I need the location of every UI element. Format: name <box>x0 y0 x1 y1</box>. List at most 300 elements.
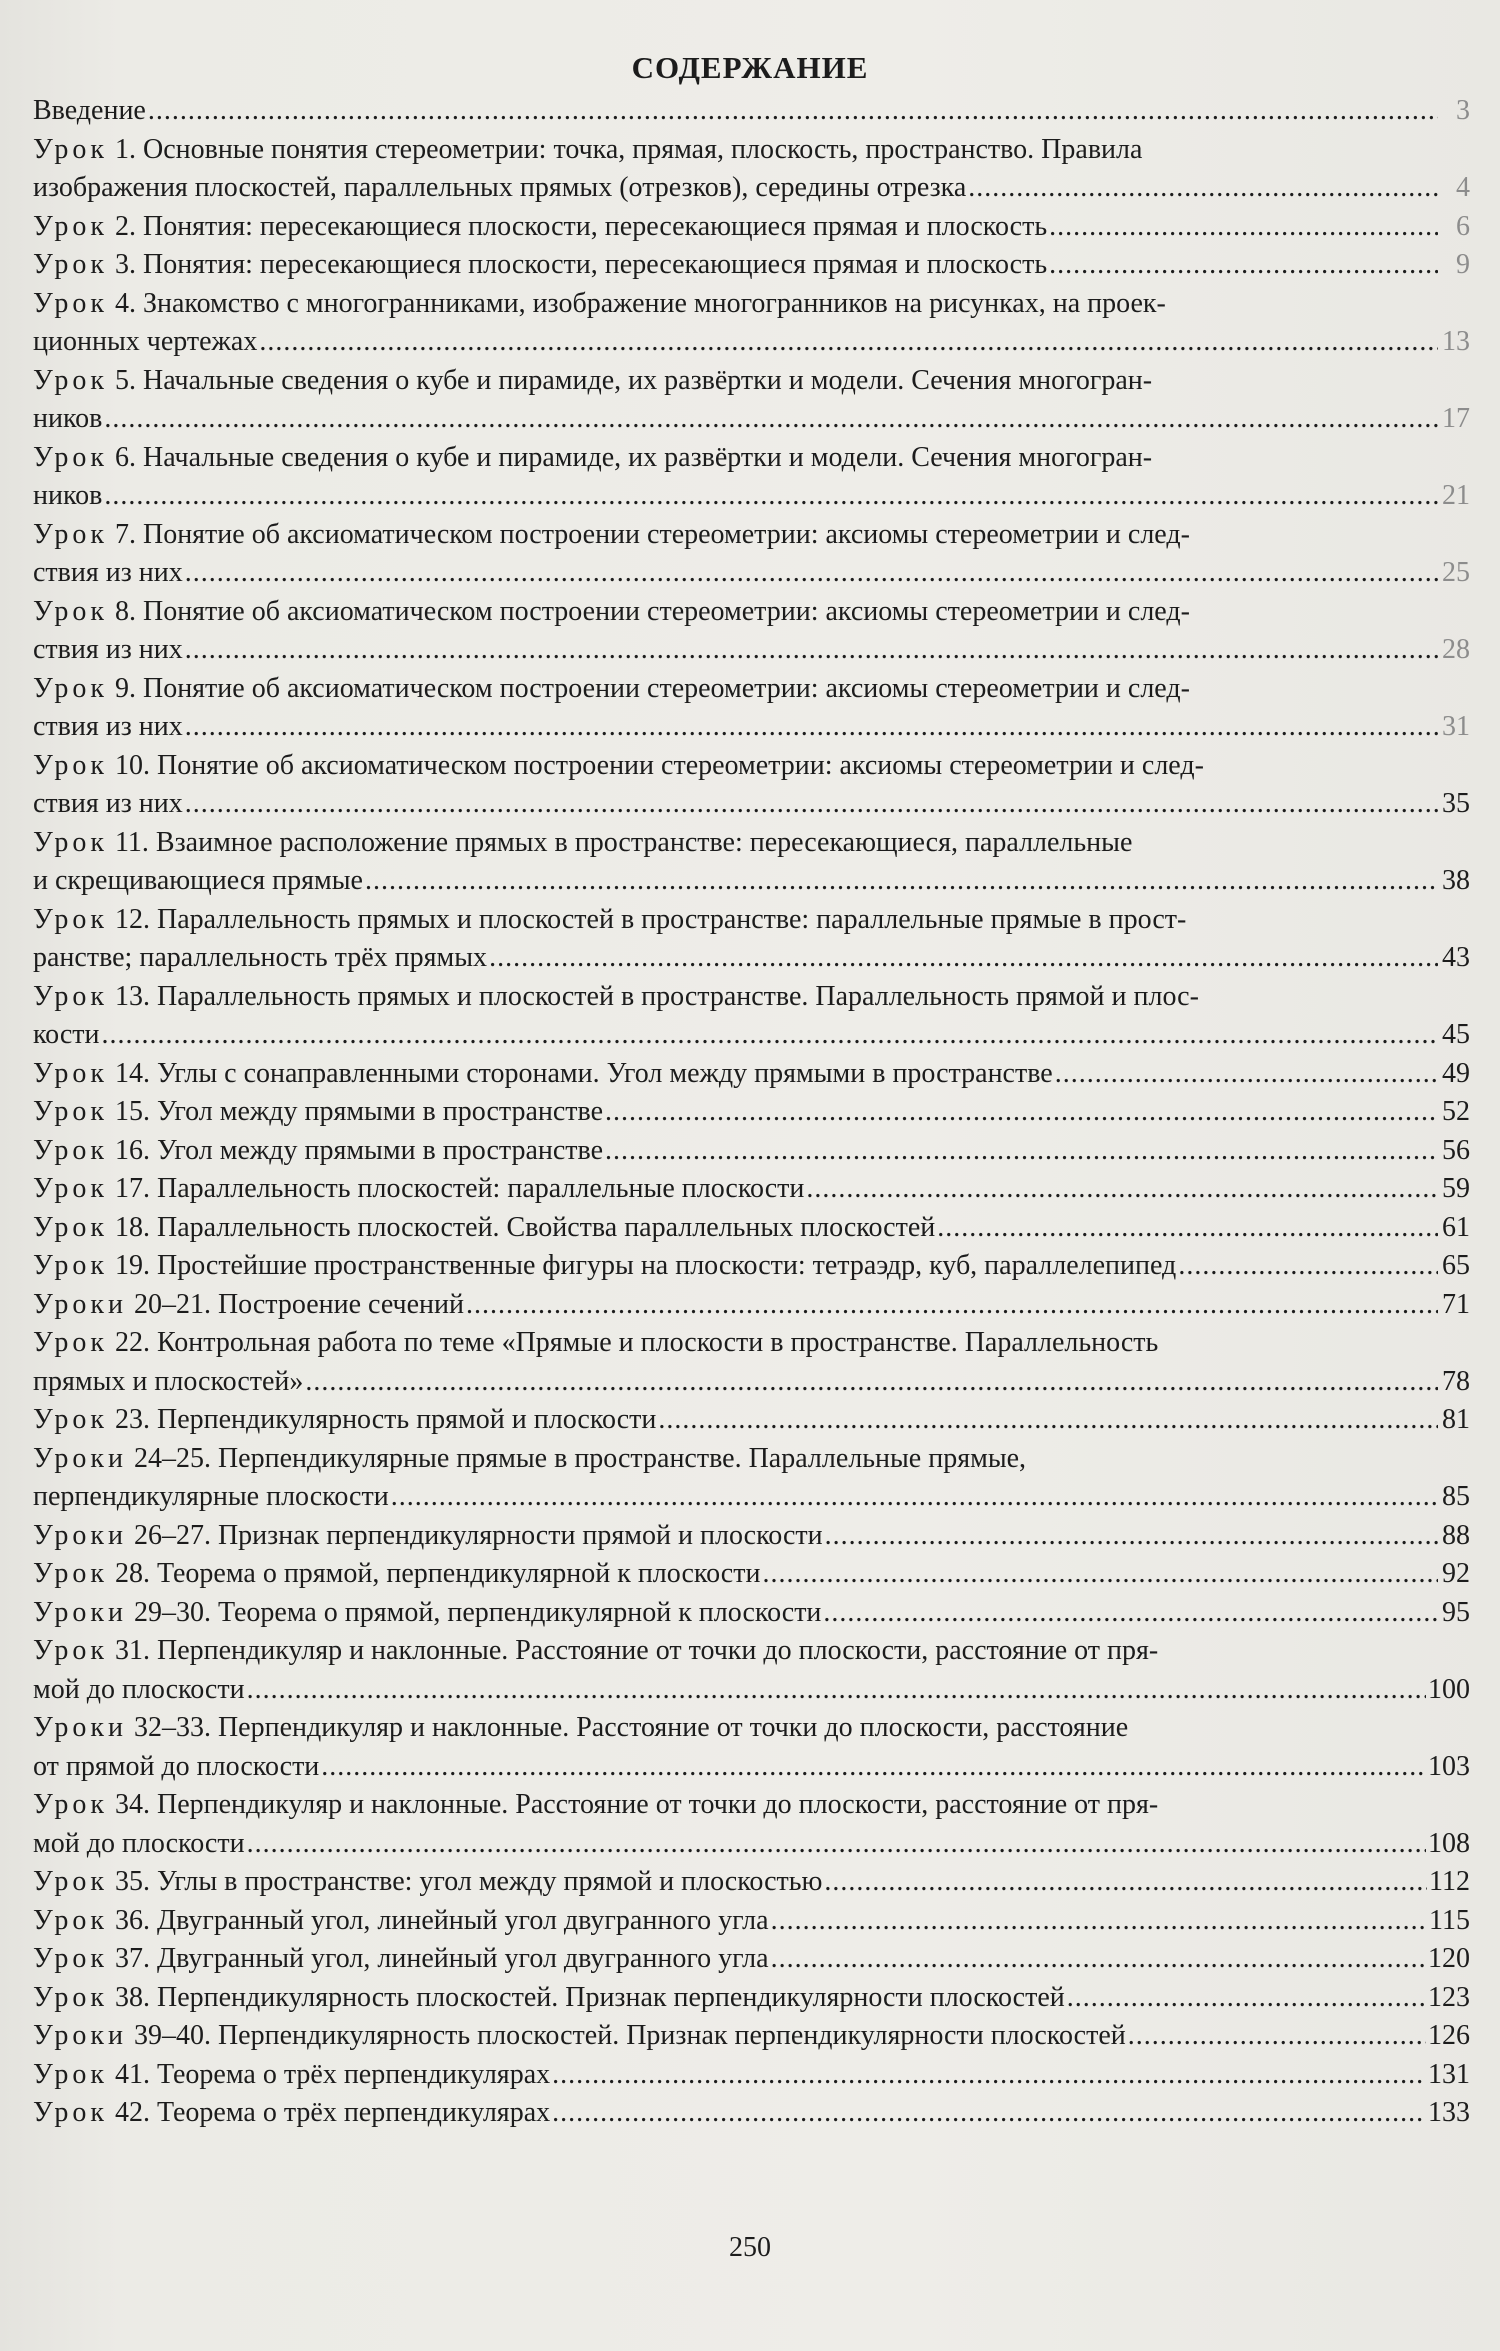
toc-entry <box>33 246 1470 285</box>
lesson-prefix: Уроки <box>33 2020 127 2051</box>
toc-entry-title: 23. Перпендикулярность прямой и плоскости <box>114 1404 657 1435</box>
dot-leader <box>658 1401 1438 1440</box>
toc-entry-line <box>33 1209 1470 1248</box>
toc-entry-title: 10. Понятие об аксиоматическом построении стереометрии: аксиомы стереометрии и след- <box>114 749 1204 781</box>
toc-entry-text <box>33 2094 550 2133</box>
toc-entry-title: 17. Параллельность плоскостей: параллельные плоскости <box>114 1173 805 1204</box>
toc-page-number: 123 <box>1428 1981 1470 2013</box>
toc-entry-line <box>33 785 1470 824</box>
toc-entry-text <box>33 519 1190 550</box>
dot-leader <box>762 1555 1438 1594</box>
toc-entry-title: 39–40. Перпендикулярность плоскостей. Признак перпендикулярности плоскостей <box>133 2020 1126 2051</box>
toc-entry-line <box>33 246 1470 285</box>
toc-entry-line <box>33 1324 1470 1363</box>
toc-entry-text <box>33 1979 1065 2018</box>
toc-entry-title: 29–30. Теорема о прямой, перпендикулярной к плоскости <box>133 1596 822 1628</box>
toc-entry-title: 19. Простейшие пространственные фигуры на плоскости: тетраэдр, куб, параллелепипед <box>114 1250 1177 1281</box>
toc-entry-line <box>33 362 1470 401</box>
toc-entry-text <box>33 1635 1158 1666</box>
toc-entry-line <box>33 400 1470 439</box>
dot-leader <box>824 1863 1427 1902</box>
toc-entry-text <box>33 400 102 439</box>
toc-page-number: 28 <box>1442 634 1470 665</box>
toc-entry-text <box>33 708 183 747</box>
toc-entry-line <box>33 1671 1470 1710</box>
toc-entry-line <box>33 1979 1470 2018</box>
toc-entry-title: 22. Контрольная работа по теме «Прямые и плоскости в пространстве. Параллельность <box>114 1327 1159 1358</box>
toc-entry-line <box>33 747 1470 786</box>
toc-entry-line <box>33 1517 1470 1556</box>
toc-entry-line <box>33 939 1470 978</box>
toc-entry-line <box>33 1363 1470 1402</box>
dot-leader <box>771 1902 1427 1941</box>
toc-entry-line <box>33 1748 1470 1787</box>
toc-entry-title: 41. Теорема о трёх перпендикулярах <box>114 2058 551 2090</box>
toc-entry-text <box>33 323 257 362</box>
lesson-prefix: Урок <box>33 287 108 319</box>
toc-entry-text <box>33 1671 245 1710</box>
dot-leader <box>806 1170 1438 1209</box>
toc-entry-title: перпендикулярные плоскости <box>33 1481 389 1512</box>
toc-entry-title: 20–21. Построение сечений <box>133 1288 465 1320</box>
lesson-prefix: Урок <box>33 518 108 550</box>
toc-entry-line <box>33 131 1470 170</box>
toc-entry-title: 36. Двугранный угол, линейный угол двугранного угла <box>114 1904 769 1936</box>
dot-leader <box>259 323 1438 362</box>
lesson-prefix: Урок <box>33 1789 108 1820</box>
toc-entry-text <box>33 1555 760 1594</box>
toc-entry-line <box>33 1940 1470 1979</box>
toc-entry-line <box>33 978 1470 1017</box>
dot-leader <box>102 1016 1438 1055</box>
toc-entry-text <box>33 785 183 824</box>
toc-entry-text <box>33 981 1199 1012</box>
toc-entry <box>33 1709 1470 1786</box>
toc-page-number: 49 <box>1442 1057 1470 1089</box>
toc-entry-title: 28. Теорема о прямой, перпендикулярной к плоскости <box>114 1558 761 1589</box>
lesson-prefix: Уроки <box>33 1596 127 1628</box>
lesson-prefix: Урок <box>33 1904 108 1936</box>
toc-entry-text <box>33 1286 464 1325</box>
toc-entry-text <box>33 1209 935 1248</box>
toc-entry <box>33 1594 1470 1633</box>
toc-page-number: 25 <box>1442 557 1470 588</box>
toc-entry-text <box>33 1594 821 1633</box>
toc-entry-title: изображения плоскостей, параллельных прямых (отрезков), середины отрезка <box>33 172 967 203</box>
dot-leader <box>1178 1247 1438 1286</box>
toc-page-number: 115 <box>1429 1904 1470 1936</box>
lesson-prefix: Урок <box>33 1134 108 1166</box>
toc-entry-title: 13. Параллельность прямых и плоскостей в пространстве. Параллельность прямой и плос- <box>114 980 1199 1012</box>
toc-entry <box>33 439 1470 516</box>
toc-entry-line <box>33 824 1470 863</box>
toc-entry <box>33 670 1470 747</box>
toc-entry-text <box>33 827 1132 858</box>
lesson-prefix: Урок <box>33 1057 108 1089</box>
toc-page-number: 133 <box>1428 2097 1470 2128</box>
lesson-prefix: Урок <box>33 364 108 396</box>
toc-entry-text <box>33 1443 1026 1474</box>
toc-entry-title: ранстве; параллельность трёх прямых <box>33 942 488 973</box>
dot-leader <box>321 1748 1426 1787</box>
dot-leader <box>825 1517 1438 1556</box>
toc-entry-title: от прямой до плоскости <box>33 1750 320 1782</box>
toc-entry-title: 31. Перпендикуляр и наклонные. Расстояние от точки до плоскости, расстояние от пря- <box>114 1635 1159 1666</box>
toc-entry <box>33 1555 1470 1594</box>
toc-entry <box>33 1979 1470 2018</box>
toc-entry-line <box>33 2094 1470 2133</box>
toc-page-number: 61 <box>1442 1211 1470 1243</box>
toc-entry-title: 8. Понятие об аксиоматическом построении стереометрии: аксиомы стереометрии и след- <box>114 595 1190 627</box>
toc-entry <box>33 1132 1470 1171</box>
toc-entry <box>33 362 1470 439</box>
toc-entry-text <box>33 1132 603 1171</box>
toc-entry <box>33 593 1470 670</box>
toc-entry-title: 38. Перпендикулярность плоскостей. Признак перпендикулярности плоскостей <box>114 1981 1065 2013</box>
dot-leader <box>247 1671 1426 1710</box>
lesson-prefix: Урок <box>33 133 108 165</box>
toc-entry-line <box>33 2017 1470 2056</box>
toc-entry <box>33 1209 1470 1248</box>
toc-entry-title: ствия из них <box>33 557 183 588</box>
dot-leader <box>489 939 1438 978</box>
toc-entry-line <box>33 554 1470 593</box>
toc-page-number: 131 <box>1428 2058 1470 2090</box>
toc-entry-title: 2. Понятия: пересекающиеся плоскости, пересекающиеся прямая и плоскость <box>114 210 1048 242</box>
toc-entry <box>33 208 1470 247</box>
toc-page-number: 103 <box>1428 1750 1470 1782</box>
toc-entry-text <box>33 92 146 131</box>
toc-entry-title: ников <box>33 480 103 511</box>
toc-entry-title: 26–27. Признак перпендикулярности прямой и плоскости <box>133 1519 823 1551</box>
toc-entry <box>33 1902 1470 1941</box>
toc-entry-text <box>33 1055 1053 1094</box>
toc-entry-line <box>33 1093 1470 1132</box>
toc-entry-text <box>33 1712 1128 1743</box>
toc-entry-line <box>33 92 1470 131</box>
toc-entry-line <box>33 1825 1470 1864</box>
toc-entry-text <box>33 1825 245 1864</box>
toc-page-number: 9 <box>1456 249 1470 280</box>
toc-entry-title: 5. Начальные сведения о кубе и пирамиде, их развёртки и модели. Сечения многогран- <box>114 364 1153 396</box>
toc-page-number: 21 <box>1442 480 1470 511</box>
lesson-prefix: Урок <box>33 2097 108 2128</box>
toc-entry <box>33 1863 1470 1902</box>
toc-entry <box>33 1940 1470 1979</box>
toc-entry-title: 34. Перпендикуляр и наклонные. Расстояние от точки до плоскости, расстояние от пря- <box>114 1789 1159 1820</box>
toc-entry <box>33 1286 1470 1325</box>
toc-entry-text <box>33 208 1047 247</box>
toc-entry <box>33 2094 1470 2133</box>
toc-entry-text <box>33 1093 603 1132</box>
toc-entry-line <box>33 323 1470 362</box>
lesson-prefix: Урок <box>33 749 108 781</box>
toc-entry <box>33 901 1470 978</box>
toc-entry-line <box>33 1594 1470 1633</box>
toc-page-number: 4 <box>1456 172 1470 203</box>
toc-entry <box>33 1055 1470 1094</box>
dot-leader <box>1055 1055 1438 1094</box>
page-number: 250 <box>729 2232 771 2263</box>
page-title: СОДЕРЖАНИЕ <box>631 50 869 85</box>
lesson-prefix: Урок <box>33 249 108 280</box>
toc-entry-line <box>33 708 1470 747</box>
toc-entry-text <box>33 1170 804 1209</box>
toc-page-number: 85 <box>1442 1481 1470 1512</box>
toc-entry-text <box>33 554 183 593</box>
toc-entry-title: 37. Двугранный угол, линейный угол двугранного угла <box>114 1943 769 1974</box>
lesson-prefix: Уроки <box>33 1288 127 1320</box>
toc-entry-text <box>33 596 1190 627</box>
toc-entry-text <box>33 1517 823 1556</box>
toc-page-number: 108 <box>1428 1827 1470 1859</box>
dot-leader <box>1049 246 1438 285</box>
lesson-prefix: Урок <box>33 1327 108 1358</box>
toc-entry-text <box>33 2017 1126 2056</box>
toc-entry-line <box>33 1286 1470 1325</box>
toc-entry-text <box>33 631 183 670</box>
toc-entry <box>33 1401 1470 1440</box>
toc-entry-text <box>33 246 1047 285</box>
toc-entry-title: 18. Параллельность плоскостей. Свойства параллельных плоскостей <box>114 1211 936 1243</box>
toc-entry-text <box>33 1902 769 1941</box>
toc-entry-title: ников <box>33 403 103 434</box>
toc-entry-text <box>33 750 1204 781</box>
toc-entry-line <box>33 1440 1470 1479</box>
lesson-prefix: Урок <box>33 1173 108 1204</box>
toc-entry-line <box>33 285 1470 324</box>
toc-entry <box>33 131 1470 208</box>
toc-entry-title: ствия из них <box>33 634 183 665</box>
toc-entry-text <box>33 1327 1158 1358</box>
dot-leader <box>937 1209 1438 1248</box>
lesson-prefix: Урок <box>33 1558 108 1589</box>
toc-page-number: 13 <box>1442 326 1470 357</box>
lesson-prefix: Урок <box>33 1211 108 1243</box>
dot-leader <box>148 92 1438 131</box>
table-of-contents <box>33 92 1470 2133</box>
lesson-prefix: Уроки <box>33 1519 127 1551</box>
toc-page-number: 81 <box>1442 1404 1470 1435</box>
dot-leader <box>771 1940 1426 1979</box>
toc-page-number: 92 <box>1442 1558 1470 1589</box>
toc-entry-title: мой до плоскости <box>33 1673 245 1705</box>
toc-entry-line <box>33 1786 1470 1825</box>
toc-entry-title: 42. Теорема о трёх перпендикулярах <box>114 2097 551 2128</box>
toc-entry-text <box>33 1940 769 1979</box>
lesson-prefix: Урок <box>33 1096 108 1127</box>
toc-page-number: 88 <box>1442 1519 1470 1551</box>
dot-leader <box>185 785 1438 824</box>
toc-entry-title: 4. Знакомство с многогранниками, изображение многогранников на рисунках, на проек- <box>114 287 1166 319</box>
toc-entry <box>33 1632 1470 1709</box>
toc-entry-line <box>33 1902 1470 1941</box>
toc-entry-line <box>33 1709 1470 1748</box>
toc-entry-line <box>33 516 1470 555</box>
toc-entry-title: 3. Понятия: пересекающиеся плоскости, пересекающиеся прямая и плоскость <box>114 249 1048 280</box>
toc-entry-line <box>33 1478 1470 1517</box>
toc-page-number: 38 <box>1442 865 1470 896</box>
toc-page-number: 45 <box>1442 1019 1470 1050</box>
toc-entry-text <box>33 1363 303 1402</box>
lesson-prefix: Урок <box>33 210 108 242</box>
toc-page-number: 120 <box>1428 1943 1470 1974</box>
lesson-prefix: Урок <box>33 672 108 704</box>
toc-entry-text <box>33 862 363 901</box>
dot-leader <box>466 1286 1438 1325</box>
dot-leader <box>1128 2017 1426 2056</box>
toc-entry-text <box>33 1016 100 1055</box>
dot-leader <box>185 708 1438 747</box>
toc-entry-title: кости <box>33 1019 100 1050</box>
toc-entry <box>33 824 1470 901</box>
toc-entry-text <box>33 1478 389 1517</box>
toc-entry-title: 35. Углы в пространстве: угол между прямой и плоскостью <box>114 1866 823 1897</box>
toc-entry-line <box>33 477 1470 516</box>
toc-entry-title: 14. Углы с сонаправленными сторонами. Угол между прямыми в пространстве <box>114 1057 1053 1089</box>
toc-entry-text <box>33 169 966 208</box>
toc-entry-line <box>33 631 1470 670</box>
lesson-prefix: Урок <box>33 595 108 627</box>
toc-entry-title: прямых и плоскостей» <box>33 1365 304 1397</box>
toc-entry <box>33 1517 1470 1556</box>
toc-entry-line <box>33 1401 1470 1440</box>
toc-entry-text <box>33 1789 1158 1820</box>
toc-entry-text <box>33 288 1166 319</box>
toc-entry-title: 24–25. Перпендикулярные прямые в пространстве. Параллельные прямые, <box>133 1442 1027 1474</box>
toc-page-number: 35 <box>1442 788 1470 819</box>
toc-entry-title: ствия из них <box>33 711 183 742</box>
dot-leader <box>185 554 1438 593</box>
toc-entry-text <box>33 365 1152 396</box>
toc-entry-text <box>33 1247 1176 1286</box>
toc-entry-line <box>33 670 1470 709</box>
lesson-prefix: Урок <box>33 980 108 1012</box>
toc-entry-title: 7. Понятие об аксиоматическом построении стереометрии: аксиомы стереометрии и след- <box>114 518 1190 550</box>
toc-entry <box>33 1247 1470 1286</box>
lesson-prefix: Урок <box>33 826 108 858</box>
toc-entry-title: Введение <box>33 95 146 126</box>
lesson-prefix: Урок <box>33 1943 108 1974</box>
toc-entry-title: мой до плоскости <box>33 1827 245 1859</box>
lesson-prefix: Урок <box>33 441 108 473</box>
toc-entry-line <box>33 1247 1470 1286</box>
toc-page-number: 3 <box>1456 95 1470 126</box>
toc-entry-line <box>33 1555 1470 1594</box>
toc-entry <box>33 1170 1470 1209</box>
toc-entry-text <box>33 442 1152 473</box>
dot-leader <box>365 862 1438 901</box>
dot-leader <box>1049 208 1438 247</box>
dot-leader <box>247 1825 1426 1864</box>
dot-leader <box>605 1132 1438 1171</box>
toc-entry <box>33 92 1470 131</box>
toc-entry-line <box>33 208 1470 247</box>
toc-entry-title: 32–33. Перпендикуляр и наклонные. Расстояние от точки до плоскости, расстояние <box>133 1712 1129 1743</box>
toc-entry-line <box>33 1632 1470 1671</box>
toc-entry-title: 6. Начальные сведения о кубе и пирамиде, их развёртки и модели. Сечения многогран- <box>114 441 1153 473</box>
toc-entry <box>33 747 1470 824</box>
toc-entry-text <box>33 1748 319 1787</box>
toc-entry-text <box>33 904 1186 935</box>
toc-entry <box>33 2017 1470 2056</box>
toc-entry-line <box>33 1016 1470 1055</box>
dot-leader <box>1067 1979 1426 2018</box>
toc-entry-line <box>33 1055 1470 1094</box>
toc-page-number: 43 <box>1442 942 1470 973</box>
toc-entry <box>33 285 1470 362</box>
dot-leader <box>552 2094 1426 2133</box>
toc-page-number: 71 <box>1442 1288 1470 1320</box>
toc-page-number: 95 <box>1442 1596 1470 1628</box>
toc-entry-line <box>33 862 1470 901</box>
toc-page-number: 6 <box>1456 210 1470 242</box>
lesson-prefix: Урок <box>33 903 108 935</box>
toc-page-number: 100 <box>1428 1673 1470 1705</box>
dot-leader <box>605 1093 1438 1132</box>
toc-entry <box>33 1324 1470 1401</box>
toc-entry-title: 1. Основные понятия стереометрии: точка, прямая, плоскость, пространство. Правила <box>114 133 1143 165</box>
toc-entry-title: 9. Понятие об аксиоматическом построении стереометрии: аксиомы стереометрии и след- <box>114 672 1190 704</box>
toc-entry-title: ствия из них <box>33 788 183 819</box>
toc-entry-title: 15. Угол между прямыми в пространстве <box>114 1096 604 1127</box>
toc-entry-line <box>33 2056 1470 2095</box>
toc-entry <box>33 516 1470 593</box>
lesson-prefix: Уроки <box>33 1712 127 1743</box>
dot-leader <box>391 1478 1438 1517</box>
toc-entry-text <box>33 1401 656 1440</box>
toc-entry <box>33 1440 1470 1517</box>
toc-entry-line <box>33 169 1470 208</box>
dot-leader <box>185 631 1438 670</box>
toc-entry <box>33 978 1470 1055</box>
lesson-prefix: Урок <box>33 2058 108 2090</box>
toc-entry <box>33 2056 1470 2095</box>
lesson-prefix: Урок <box>33 1866 108 1897</box>
toc-entry-line <box>33 439 1470 478</box>
toc-page-number: 17 <box>1442 403 1470 434</box>
toc-entry-title: и скрещивающиеся прямые <box>33 865 363 896</box>
dot-leader <box>305 1363 1438 1402</box>
lesson-prefix: Урок <box>33 1635 108 1666</box>
toc-page-number: 112 <box>1429 1866 1470 1897</box>
toc-page-number: 52 <box>1442 1096 1470 1127</box>
dot-leader <box>104 400 1438 439</box>
toc-page-number: 31 <box>1442 711 1470 742</box>
dot-leader <box>552 2056 1426 2095</box>
lesson-prefix: Уроки <box>33 1442 127 1474</box>
dot-leader <box>823 1594 1438 1633</box>
toc-entry-line <box>33 593 1470 632</box>
toc-page-number: 78 <box>1442 1365 1470 1397</box>
toc-entry-title: 12. Параллельность прямых и плоскостей в пространстве: параллельные прямые в прост- <box>114 903 1187 935</box>
lesson-prefix: Урок <box>33 1404 108 1435</box>
toc-entry-title: ционных чертежах <box>33 326 258 357</box>
toc-entry <box>33 1093 1470 1132</box>
toc-entry-line <box>33 1170 1470 1209</box>
toc-entry <box>33 1786 1470 1863</box>
toc-entry-line <box>33 1863 1470 1902</box>
dot-leader <box>968 169 1438 208</box>
toc-entry-line <box>33 1132 1470 1171</box>
toc-entry-text <box>33 939 487 978</box>
toc-page-number: 59 <box>1442 1173 1470 1204</box>
toc-entry-line <box>33 901 1470 940</box>
toc-page-number: 56 <box>1442 1134 1470 1166</box>
toc-entry-text <box>33 673 1190 704</box>
dot-leader <box>104 477 1438 516</box>
lesson-prefix: Урок <box>33 1250 108 1281</box>
